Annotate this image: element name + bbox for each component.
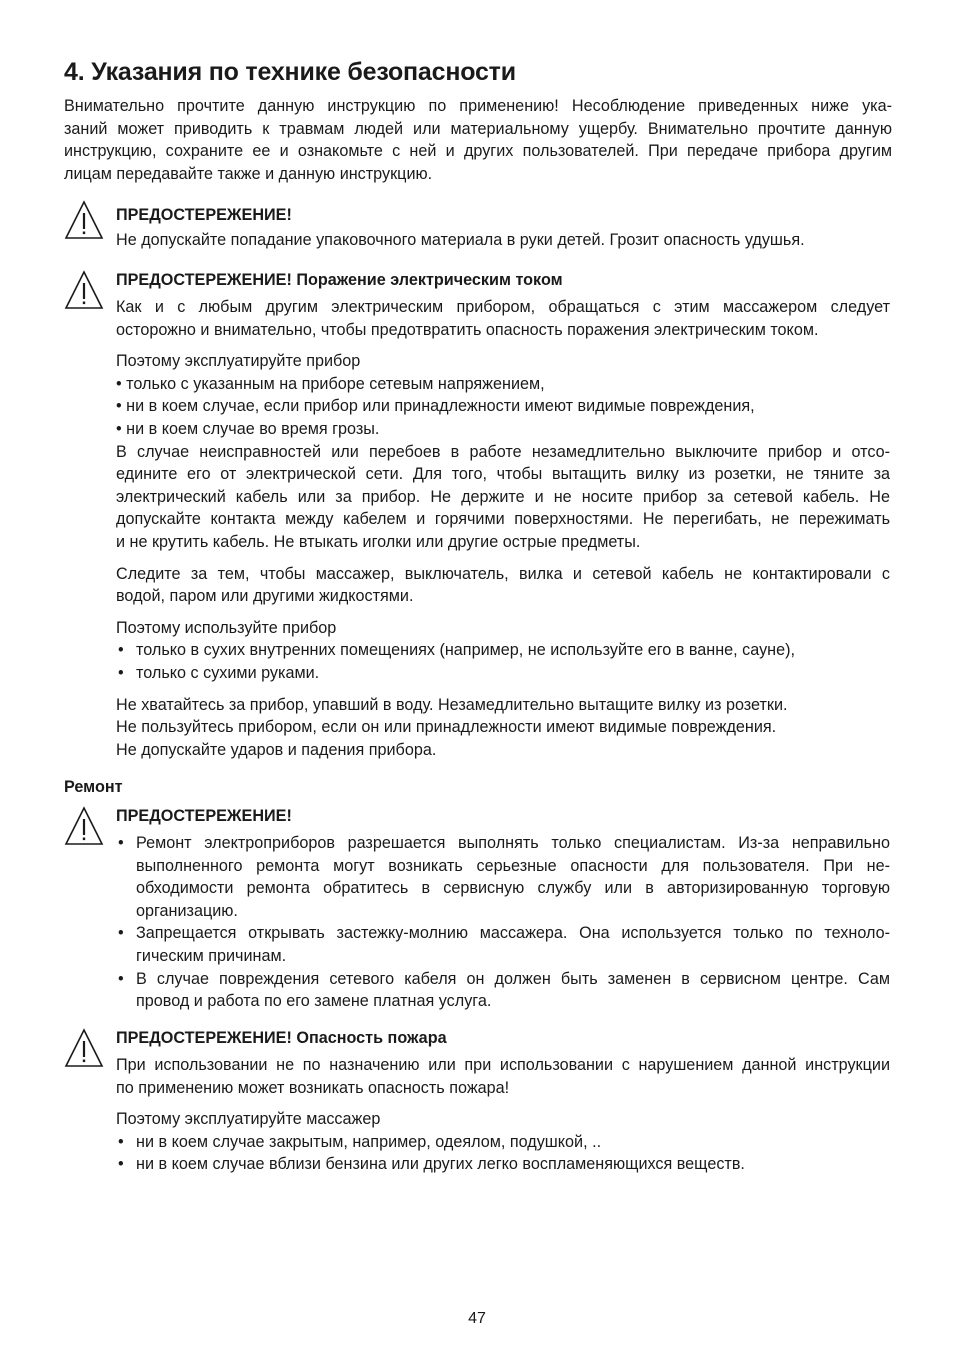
text-line: Запрещается открывать застежку-молнию массажера. Она используется только по техноло-	[136, 924, 890, 943]
intro-line: инструкцию, сохраните ее и ознакомьте с ней и других пользователей. При передаче прибора другим	[64, 142, 892, 161]
list-item	[116, 639, 890, 662]
warning-body	[116, 296, 890, 761]
warning-block-repair	[64, 806, 892, 1018]
list-item-text: ни в коем случае закрытым, например, одеялом, подушкой, ..	[136, 1132, 602, 1151]
text-line: по применению может возникать опасность пожара!	[116, 1078, 510, 1097]
text-line: гическим причинам.	[136, 946, 287, 965]
list-item-text: только в сухих внутренних помещениях (например, не используйте его в ванне, сауне),	[136, 641, 796, 660]
list-item: • только с указанным на приборе сетевым напряжением,	[116, 374, 545, 393]
text-line: Ремонт электроприборов разрешается выполнять только специалистам. Из-за неправильно	[136, 834, 890, 852]
warning-block-fire	[64, 1028, 892, 1178]
text-line: выполненного ремонта могут возникать серьезные опасности для пользователя. При не-	[136, 856, 890, 875]
text-line: Следите за тем, чтобы массажер, выключатель, вилка и сетевой кабель не контактировали с	[116, 564, 890, 583]
list-item	[116, 922, 890, 967]
bullet-dot: •	[118, 1155, 124, 1174]
list-item-text: ни в коем случае вблизи бензина или других легко воспламеняющихся веществ.	[136, 1155, 745, 1174]
text-line: Поэтому эксплуатируйте массажер	[116, 1110, 381, 1129]
list-item	[116, 832, 890, 922]
list-item	[116, 1131, 890, 1154]
intro-line: Внимательно прочтите данную инструкцию по применению! Несоблюдение приведенных ниже ука-	[64, 97, 892, 115]
intro-paragraph	[64, 95, 892, 185]
text-line: осторожно и внимательно, чтобы предотвратить опасность поражения электрическим током.	[116, 320, 819, 339]
warning-block-choking	[64, 200, 892, 250]
text-line: электрический кабель или за прибор. Не держите и не носите прибор за сетевой кабель. Не	[116, 487, 890, 506]
text-line: водой, паром или другими жидкостями.	[116, 587, 414, 606]
text-line: провод и работа по его замене платная услуга.	[136, 992, 492, 1011]
bullet-dot: •	[118, 834, 124, 852]
text-line: Поэтому используйте прибор	[116, 618, 337, 637]
bullet-dot: •	[118, 969, 124, 988]
list-item: • ни в коем случае во время грозы.	[116, 419, 380, 438]
list-item	[116, 1153, 890, 1176]
warning-heading: ПРЕДОСТЕРЕЖЕНИЕ! Поражение электрическим током	[116, 271, 563, 289]
warning-triangle-icon	[64, 200, 104, 240]
text-line: В случае повреждения сетевого кабеля он должен быть заменен в сервисном центре. Сам	[136, 969, 890, 988]
page-title: 4. Указания по технике безопасности	[64, 58, 516, 86]
text-line: Поэтому эксплуатируйте прибор	[116, 352, 361, 371]
warning-body	[116, 832, 890, 1013]
warning-block-electric-shock	[64, 270, 892, 760]
warning-triangle-icon	[64, 1028, 104, 1068]
bullet-dot: •	[118, 663, 124, 682]
text-line: допускайте контакта между кабелем и горячими поверхностями. Не перегибать, не пережимать	[116, 510, 890, 529]
text-line: организацию.	[136, 901, 238, 920]
text-line: Не допускайте ударов и падения прибора.	[116, 740, 437, 759]
text-line: обходимости ремонта обратитесь в сервисную службу или в авторизированную торговую	[136, 879, 890, 898]
warning-heading: ПРЕДОСТЕРЕЖЕНИЕ! Опасность пожара	[116, 1029, 447, 1047]
text-line: Как и с любым другим электрическим прибором, обращаться с этим массажером следует	[116, 298, 890, 316]
bullet-dot: •	[118, 1132, 124, 1151]
text-line: и не крутить кабель. Не втыкать иголки или другие острые предметы.	[116, 532, 641, 551]
list-item	[116, 662, 890, 685]
warning-heading: ПРЕДОСТЕРЕЖЕНИЕ!	[116, 807, 292, 825]
warning-heading: ПРЕДОСТЕРЕЖЕНИЕ!	[116, 206, 292, 224]
intro-line: заний может приводить к травмам людей или материальному ущербу. Внимательно прочтите данную	[64, 119, 892, 138]
list-item: • ни в коем случае, если прибор или принадлежности имеют видимые повреждения,	[116, 397, 755, 416]
warning-body	[116, 1054, 890, 1176]
page-number: 47	[468, 1310, 486, 1327]
intro-line: лицам передавайте также и данную инструкцию.	[64, 164, 433, 183]
warning-triangle-icon	[64, 806, 104, 846]
text-line: едините его от электрической сети. Для того, чтобы вытащить вилку из розетки, не тяните за	[116, 465, 890, 484]
bullet-dot: •	[118, 641, 124, 660]
list-item	[116, 968, 890, 1013]
text-line: При использовании не по назначению или при использовании с нарушением данной инструкции	[116, 1056, 890, 1074]
text-line: Не пользуйтесь прибором, если он или принадлежности имеют видимые повреждения.	[116, 718, 777, 737]
warning-text: Не допускайте попадание упаковочного материала в руки детей. Грозит опасность удушья.	[116, 231, 805, 249]
bullet-dot: •	[118, 924, 124, 943]
warning-triangle-icon	[64, 270, 104, 310]
text-line: Не хватайтесь за прибор, упавший в воду. Незамедлительно вытащите вилку из розетки.	[116, 695, 788, 714]
section-heading-repair: Ремонт	[64, 778, 123, 796]
list-item-text: только с сухими руками.	[136, 663, 320, 682]
text-line: В случае неисправностей или перебоев в работе незамедлительно выключите прибор и отсо-	[116, 442, 890, 461]
